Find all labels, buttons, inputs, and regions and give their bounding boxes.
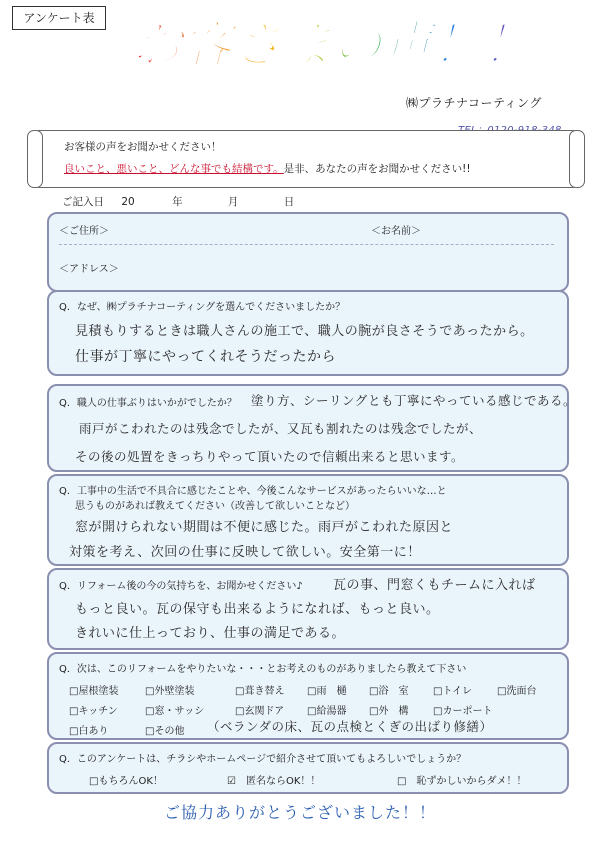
option-toilet[interactable]: □トイレ (433, 686, 472, 697)
address-label: ＜ご住所＞ (59, 226, 109, 237)
entry-date (62, 194, 294, 209)
company-name: ㈱プラチナコーティング (406, 96, 542, 110)
answer-1-line-1: 見積もりするときは職人さんの施工で、職人の腕が良さそうであったから。 (75, 324, 534, 339)
intro-rest: 是非、あなたの声をお聞かせください!! (283, 163, 471, 175)
question-4-text: Q．リフォーム後の今の気持ちを、お聞かせください♪ (59, 581, 303, 592)
option-other[interactable]: □その他 (145, 726, 185, 737)
question-6-text: Q．このアンケートは、チラシやホームページで紹介させて頂いてもよろしいでしょうか？ (59, 754, 467, 765)
name-label: ＜お名前＞ (371, 226, 421, 237)
page-title (128, 4, 568, 76)
answer-2-line-1: 塗り方、シーリングとも丁寧にやっている感じである。 (251, 393, 577, 408)
answer-4-line-1: 瓦の事、門窓くもチームに入れば (333, 578, 536, 593)
option-reroofing[interactable]: □葺き替え (235, 686, 285, 697)
option-ok[interactable]: □もちろんOK！ (89, 776, 163, 787)
question-2-panel (47, 384, 577, 472)
answer-4-line-3: きれいに仕上っており、仕事の満足である。 (75, 626, 346, 641)
date-month: 月 (227, 196, 239, 208)
svg-text:お客さまの声！！: お客さまの声！！ (132, 16, 532, 74)
question-3-text-line-1: Q．工事中の生活で不具合に感じたことや、今後こんなサービスがあったらいいな…と (59, 486, 447, 497)
question-6-panel (47, 742, 569, 794)
answer-5-other: （ベランダの床、瓦の点検とくぎの出ばり修繕） (207, 719, 493, 734)
option-termite[interactable]: □白あり (69, 726, 109, 737)
answer-1-line-2: 仕事が丁寧にやってくれそうだったから (75, 349, 336, 365)
option-anonymous-ok[interactable]: ☑ 匿名ならOK！！ (227, 776, 321, 787)
question-3-panel (47, 474, 569, 566)
question-5-text: Q．次は、このリフォームをやりたいな・・・とお考えのものがありましたら教えて下さい (59, 664, 467, 675)
date-era: 20 (121, 196, 135, 208)
option-washbasin[interactable]: □洗面台 (497, 686, 537, 697)
question-1-text: Q．なぜ、㈱プラチナコーティングを選んでくださいましたか？ (59, 302, 346, 313)
survey-tag: アンケート表 (12, 6, 106, 30)
option-exterior-wall[interactable]: □外壁塗装 (145, 686, 195, 697)
option-water-heater[interactable]: □給湯器 (307, 706, 347, 717)
answer-3-line-2: 対策を考え、次回の仕事に反映して欲しい。安全第一に！ (69, 545, 421, 560)
option-gutter[interactable]: □雨 樋 (307, 686, 347, 697)
answer-2-line-2: 雨戸がこわれたのは残念でしたが、又瓦も割れたのは残念でしたが、 (79, 421, 483, 436)
contact-divider (59, 244, 554, 245)
date-year: 年 (172, 196, 183, 208)
intro-line-1: お客様の声をお聞かせください！ (64, 141, 222, 153)
question-2-text: Q．職人の仕事ぶりはいかがでしたか？ (59, 398, 237, 409)
question-3-text-line-2: 思うものがあれば教えてください（改善して欲しいことなど） (75, 501, 355, 512)
option-carport[interactable]: □カーポート (433, 706, 493, 717)
option-window-sash[interactable]: □窓・サッシ (145, 706, 205, 717)
email-label: ＜アドレス＞ (59, 264, 119, 275)
option-bathroom[interactable]: □浴 室 (369, 686, 409, 697)
scroll-curl-left (27, 130, 43, 188)
date-label: ご記入日 (62, 196, 104, 208)
question-5-panel (47, 652, 569, 740)
question-1-panel (47, 290, 569, 376)
date-day: 日 (283, 196, 295, 208)
question-4-panel (47, 568, 569, 650)
intro-line-2 (64, 161, 471, 176)
answer-3-line-1: 窓が開けられない期間は不便に感じた。雨戸がこわれた原因と (75, 520, 454, 535)
answer-2-line-3: その後の処置をきっちりやって頂いたので信頼出来ると思います。 (75, 449, 465, 464)
contact-panel (47, 212, 569, 292)
option-exterior[interactable]: □外 構 (369, 706, 409, 717)
option-no[interactable]: □ 恥ずかしいからダメ！！ (397, 776, 527, 787)
intro-highlight: 良いこと、悪いこと、どんな事でも結構です。 (64, 163, 284, 175)
option-entrance-door[interactable]: □玄関ドア (235, 706, 285, 717)
option-kitchen[interactable]: □キッチン (69, 706, 118, 717)
thank-you-message: ご協力ありがとうございました！！ (163, 803, 436, 822)
scroll-curl-right (569, 130, 585, 188)
option-roof-painting[interactable]: □屋根塗装 (69, 686, 119, 697)
intro-banner (35, 130, 577, 188)
answer-4-line-2: もっと良い。瓦の保守も出来るようになれば、もっと良い。 (75, 602, 440, 617)
